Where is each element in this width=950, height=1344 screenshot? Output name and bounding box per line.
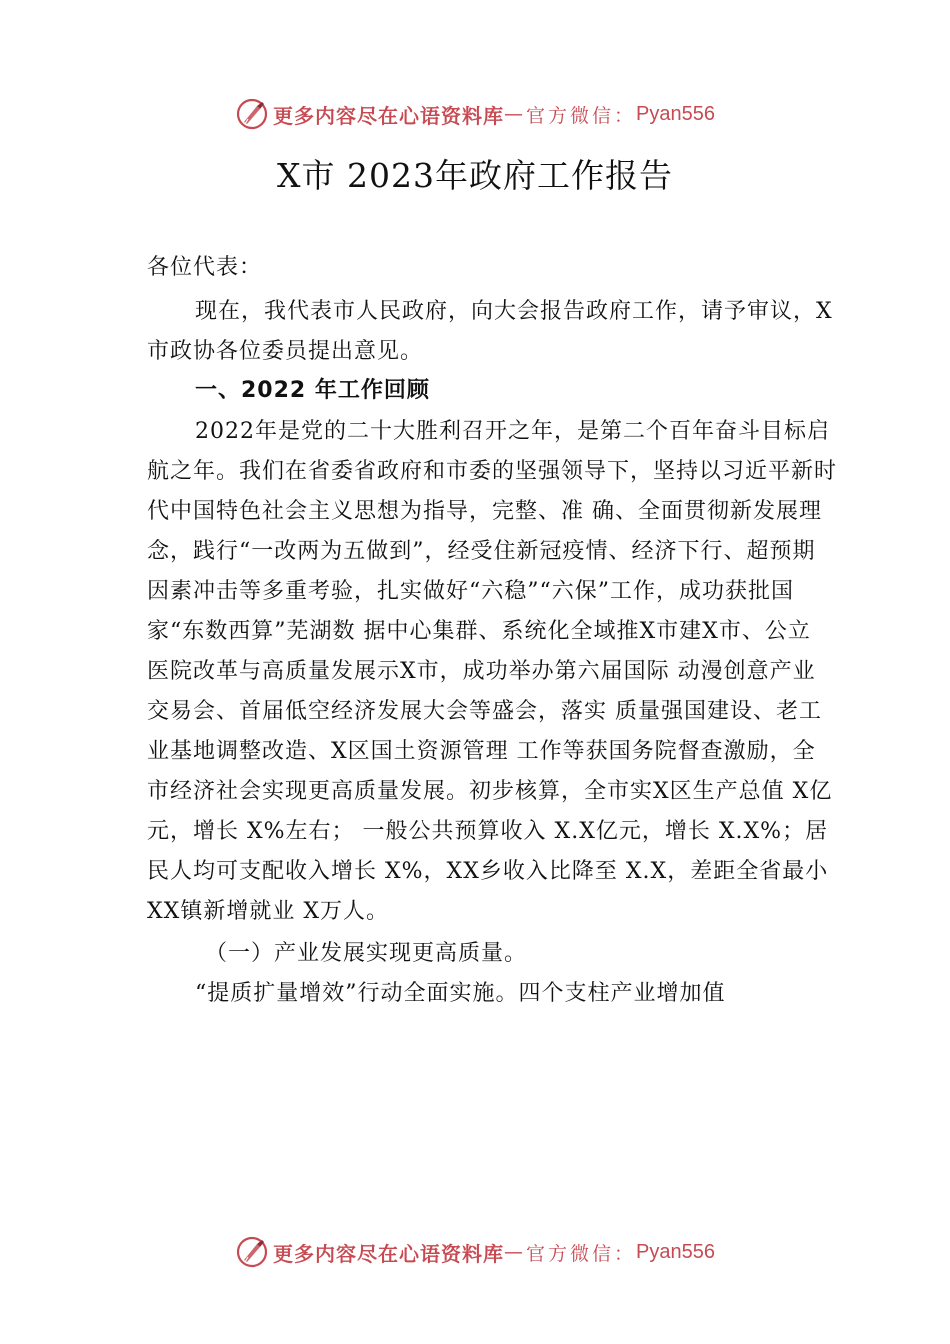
document-body xyxy=(147,248,837,1014)
watermark-wechat-label: 官方微信： xyxy=(526,1242,637,1265)
document-title: X市 2023年政府工作报告 xyxy=(277,156,673,195)
watermark-dash: — xyxy=(504,1241,526,1263)
watermark-wechat-label: 官方微信： xyxy=(526,104,637,127)
watermark-wechat-id: Pyan556 xyxy=(636,1240,715,1263)
sub-heading: （一）产业发展实现更高质量。 xyxy=(205,941,528,966)
last-paragraph: “提质扩量增效”行动全面实施。四个支柱产业增加值 xyxy=(195,981,726,1006)
intro-paragraph: 现在，我代表市人民政府，向大会报告政府工作，请予审议，X市政协各位委员提出意见。 xyxy=(147,299,833,364)
section-heading: 一、2022 年工作回顾 xyxy=(195,378,430,403)
watermark-header xyxy=(0,94,950,134)
quill-pen-seal-icon xyxy=(235,97,269,131)
watermark-text: 更多内容尽在心语资料库 xyxy=(273,103,504,128)
watermark-footer xyxy=(0,1232,950,1272)
salutation: 各位代表： xyxy=(147,255,263,280)
watermark-text: 更多内容尽在心语资料库 xyxy=(273,1241,504,1266)
watermark-dash: — xyxy=(504,103,526,125)
watermark-wechat-id: Pyan556 xyxy=(636,102,715,125)
review-paragraph: 2022年是党的二十大胜利召开之年，是第二个百年奋斗目标启航之年。我们在省委省政府和市委的坚强领导下，坚持以习近平新时代中国特色社会主义思想为指导，完整、准 确、全面贯彻新发展理念，践行“一改两为五做到”，经受住新冠疫情、经济下行、超预期因素冲击等多重考验，扎实做好“六稳”“六保”工作，成功获批国家“东数西算”芜湖数 据中心集群、系统化全域推X市建X市、公立 医院改革与高质量发展示X市，成功举办第六届国际 动漫创意产业交易会、首届低空经济发展大会等盛会，落实 质量强国建设、老工业基地调整改造、X区国土资源管理 工作等获国务院督查激励，全市经济社会实现更高质量发展。初步核算，全市实X区生产总值 X亿元，增长 X%左右； 一般公共预算收入 X.X亿元，增长 X.X%；居民人均可支配收入增长 X%，XX乡收入比降至 X.X，差距全省最小XX镇新增就业 X万人。 xyxy=(147,419,838,924)
quill-pen-seal-icon xyxy=(235,1235,269,1269)
